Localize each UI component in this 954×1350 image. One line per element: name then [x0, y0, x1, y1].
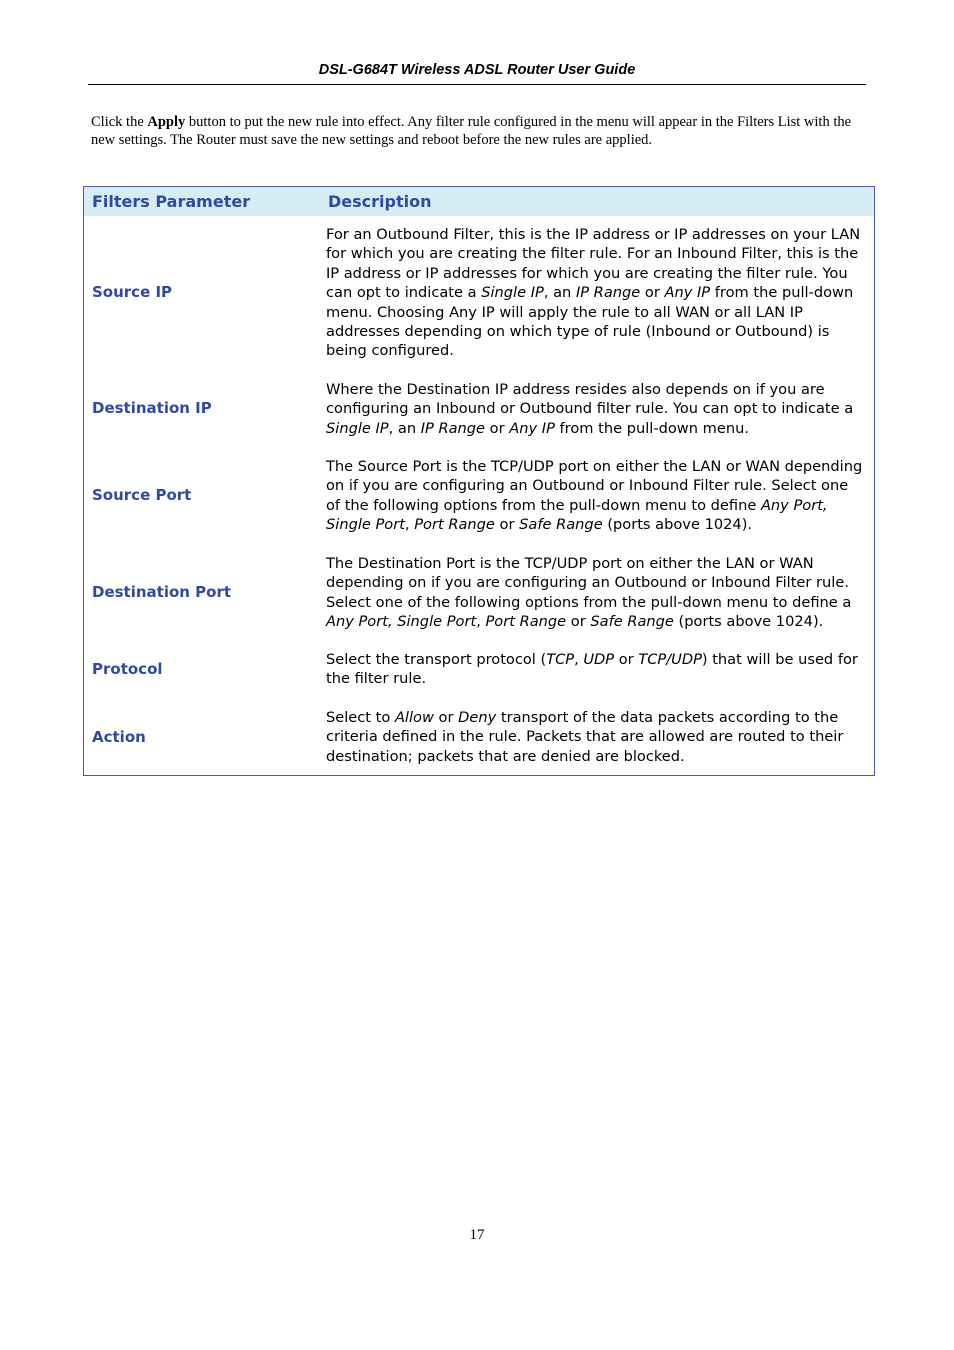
row-desc-destination-port: The Destination Port is the TCP/UDP port on either the LAN or WAN depending on if you are configuring an Outbound or Inbound Filter rule. Select one of the following options from the pull-down menu to define a Any Port, Single Port, Port Range or Safe Range (ports above 1024). [326, 555, 852, 631]
row-name-action: Action [92, 728, 146, 746]
filters-parameter-table [83, 186, 875, 776]
row-name-source-port: Source Port [92, 486, 192, 504]
row-name-destination-ip: Destination IP [92, 399, 212, 417]
row-name-source-ip: Source IP [92, 283, 173, 301]
row-name-destination-port: Destination Port [92, 583, 232, 601]
intro-suffix: button to put the new rule into effect. Any filter rule configured in the menu will appear in the Filters List with the new settings. The Router must save the new settings and reboot before the new rules are applied. [91, 114, 852, 148]
intro-paragraph [91, 113, 866, 149]
column-header-parameter: Filters Parameter [92, 192, 251, 211]
row-desc-source-ip: For an Outbound Filter, this is the IP address or IP addresses on your LAN for which you are creating the filter rule. For an Inbound Filter, this is the IP address or IP addresses for which you are creating the filter rule. You can opt to indicate a Single IP, an IP Range or Any IP from the pull-down menu. Choosing Any IP will apply the rule to all WAN or all LAN IP addresses depending on which type of rule (Inbound or Outbound) is being configured. [326, 226, 861, 360]
intro-prefix: Click the [91, 114, 148, 130]
table-header-row [84, 187, 874, 216]
page-number: 17 [469, 1227, 485, 1243]
row-desc-protocol: Select the transport protocol (TCP, UDP or TCP/UDP) that will be used for the filter rule. [326, 651, 858, 688]
row-desc-destination-ip: Where the Destination IP address resides also depends on if you are configuring an Inbound or Outbound filter rule. You can opt to indicate a Single IP, an IP Range or Any IP from the pull-down menu. [326, 381, 854, 437]
document-header-title: DSL-G684T Wireless ADSL Router User Guide [318, 62, 636, 78]
intro-apply-word: Apply [147, 114, 186, 130]
header-divider [88, 84, 866, 85]
row-name-protocol: Protocol [92, 660, 163, 678]
row-desc-action: Select to Allow or Deny transport of the data packets according to the criteria defined in the rule. Packets that are allowed are routed to their destination; packets that are denied are blocked. [326, 709, 844, 765]
row-desc-source-port: The Source Port is the TCP/UDP port on either the LAN or WAN depending on if you are configuring an Outbound or Inbound Filter rule. Select one of the following options from the pull-down menu to define Any Port, Single Port, Port Range or Safe Range (ports above 1024). [326, 458, 863, 534]
column-header-description: Description [328, 192, 432, 211]
